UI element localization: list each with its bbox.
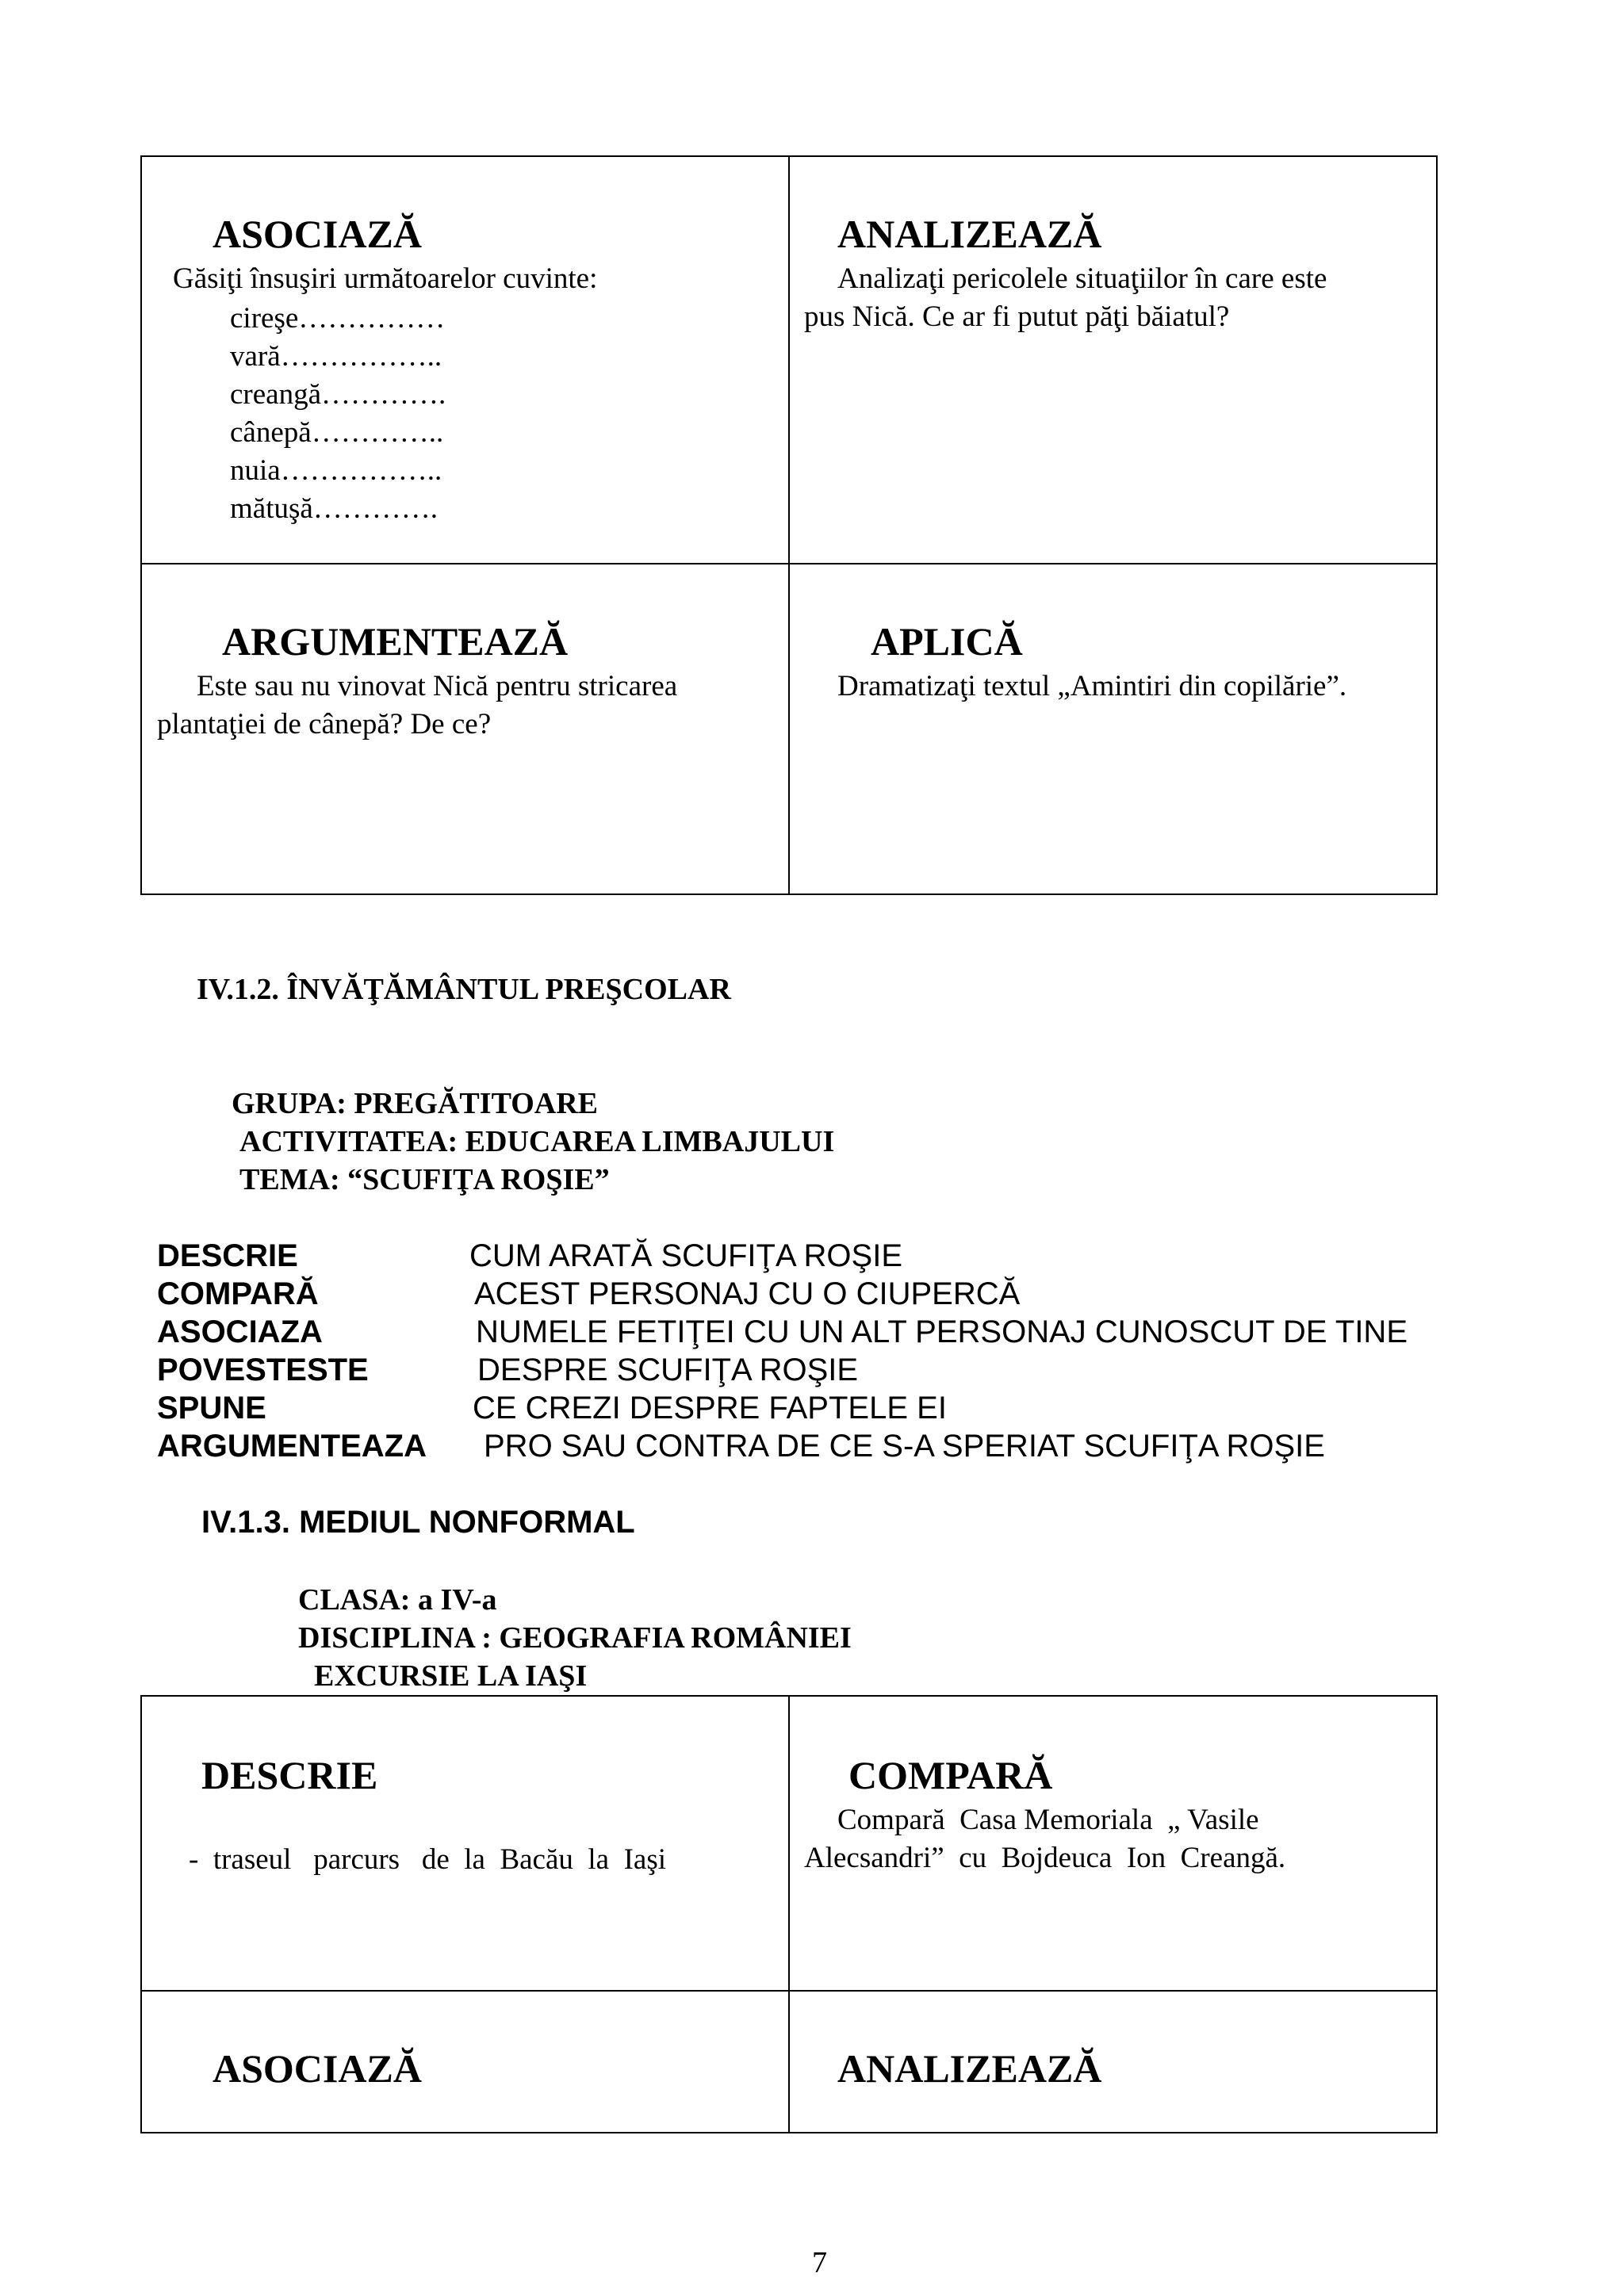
- cell-title-aplica: APLICĂ: [871, 619, 1023, 664]
- verb-argumenteaza: ARGUMENTEAZA: [157, 1429, 427, 1464]
- verb-text-spune: CE CREZI DESPRE FAPTELE EI: [473, 1391, 947, 1425]
- cell-title-descrie: DESCRIE: [201, 1753, 378, 1797]
- cell-text-analizeaza-2: pus Nică. Ce ar fi putut păţi băiatul?: [804, 300, 1230, 333]
- tema-label: TEMA: “SCUFIŢA ROŞIE”: [239, 1163, 610, 1196]
- section-heading-prescolar: IV.1.2. ÎNVĂŢĂMÂNTUL PREŞCOLAR: [197, 973, 731, 1006]
- table-divider-horizontal: [142, 563, 1436, 564]
- cell-title-asociaza-2: ASOCIAZĂ: [213, 2046, 422, 2091]
- table-divider-vertical: [788, 157, 790, 894]
- verb-text-asociaza: NUMELE FETIŢEI CU UN ALT PERSONAJ CUNOSCUT DE TINE: [476, 1314, 1408, 1349]
- verb-asociaza: ASOCIAZA: [157, 1314, 323, 1349]
- cell-text-argumenteaza-2: plantaţiei de cânepă? De ce?: [157, 708, 492, 740]
- verb-text-compara: ACEST PERSONAJ CU O CIUPERCĂ: [474, 1276, 1021, 1311]
- cell-title-argumenteaza: ARGUMENTEAZĂ: [222, 619, 569, 664]
- table-divider-horizontal: [142, 1990, 1436, 1992]
- list-item: vară……………..: [230, 340, 442, 373]
- cell-text-asociaza-intro: Găsiţi însuşiri următoarelor cuvinte:: [173, 262, 598, 295]
- cell-text-descrie-1: - traseul parcurs de la Bacău la Iaşi: [189, 1843, 667, 1876]
- table-divider-vertical: [788, 1697, 790, 2132]
- activitatea-label: ACTIVITATEA: EDUCAREA LIMBAJULUI: [239, 1125, 835, 1158]
- cell-text-argumenteaza-1: Este sau nu vinovat Nică pentru stricarea: [197, 670, 678, 702]
- cell-text-compara-2: Alecsandri” cu Bojdeuca Ion Creangă.: [804, 1842, 1286, 1874]
- list-item: mătuşă………….: [230, 492, 439, 525]
- cell-text-analizeaza-1: Analizaţi pericolele situaţiilor în care este: [837, 262, 1327, 295]
- excursie-label: EXCURSIE LA IAŞI: [314, 1659, 588, 1693]
- cell-title-asociaza: ASOCIAZĂ: [213, 212, 422, 256]
- page-number: 7: [812, 2246, 827, 2279]
- verb-povesteste: POVESTESTE: [157, 1353, 369, 1387]
- cell-title-compara: COMPARĂ: [848, 1753, 1053, 1797]
- list-item: nuia……………..: [230, 454, 442, 487]
- cell-title-analizeaza-2: ANALIZEAZĂ: [837, 2046, 1102, 2091]
- grupa-label: GRUPA: PREGĂTITOARE: [232, 1087, 599, 1120]
- verb-spune: SPUNE: [157, 1391, 266, 1425]
- verb-compara: COMPARĂ: [157, 1276, 319, 1311]
- verb-text-argumenteaza: PRO SAU CONTRA DE CE S-A SPERIAT SCUFIŢA ROŞIE: [484, 1429, 1325, 1464]
- cell-text-compara-1: Compară Casa Memoriala „ Vasile: [837, 1804, 1259, 1836]
- verb-descrie: DESCRIE: [157, 1238, 298, 1273]
- section-heading-nonformal: IV.1.3. MEDIUL NONFORMAL: [201, 1505, 635, 1540]
- verb-text-descrie: CUM ARATĂ SCUFIŢA ROŞIE: [469, 1238, 902, 1273]
- cell-text-aplica-1: Dramatizaţi textul „Amintiri din copilărie”.: [837, 670, 1347, 702]
- list-item: creangă………….: [230, 378, 446, 411]
- list-item: cânepă…………..: [230, 416, 444, 449]
- cell-title-analizeaza: ANALIZEAZĂ: [837, 212, 1102, 256]
- disciplina-label: DISCIPLINA : GEOGRAFIA ROMÂNIEI: [298, 1621, 852, 1655]
- verb-text-povesteste: DESPRE SCUFIŢA ROŞIE: [477, 1353, 859, 1387]
- list-item: cireşe……………: [230, 302, 446, 335]
- clasa-label: CLASA: a IV-a: [298, 1583, 497, 1617]
